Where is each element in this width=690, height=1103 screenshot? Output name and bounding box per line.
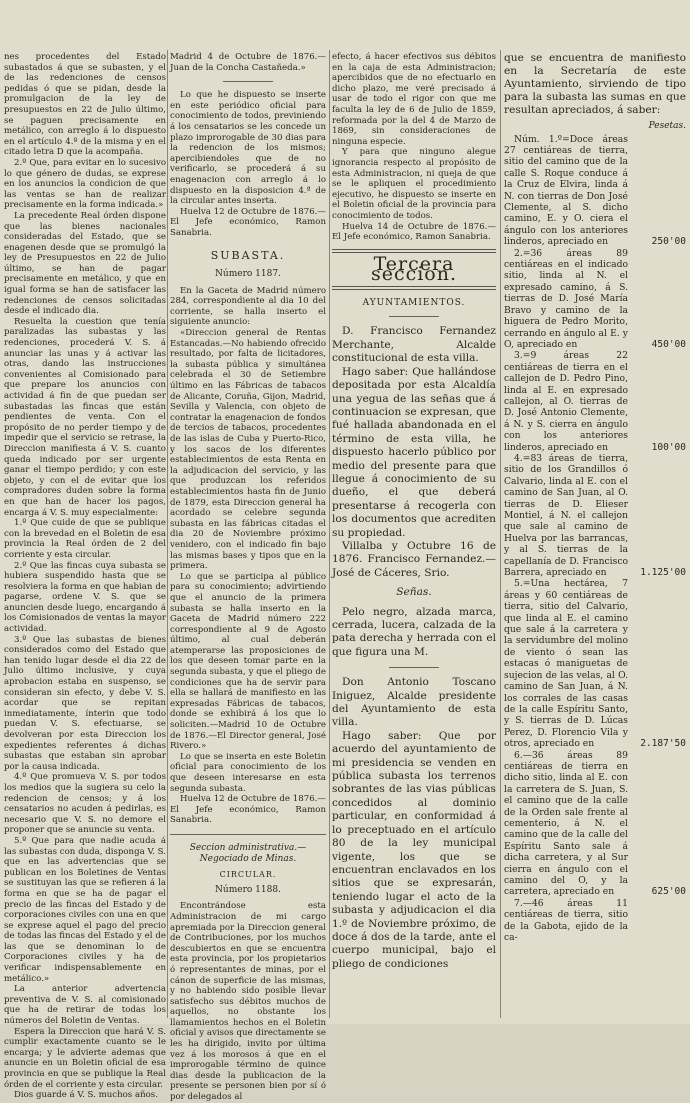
lot-price: 250'00 <box>651 236 686 248</box>
signature-line: Huelva 14 de Octubre de 1876.—El Jefe económico, Ramon Sanabria. <box>332 221 496 243</box>
double-rule <box>332 286 496 290</box>
paragraph: Hago saber: Que hallándose depositada por esta Alcaldía una yegua de las señas que á continuacion se expresan, que fué hallada abandonada en el término de esta villa, he dispuesto hacerlo público por medio del presente para que llegue á conocimiento de su dueño, el que deberá presentarse á recogerla con los documentos que acrediten su propiedad. <box>332 365 496 539</box>
signature-line: Huelva 12 de Octubre de 1876.—El Jefe económico, Ramon Sanabria. <box>170 794 326 826</box>
paragraph: Pelo negro, alzada marca, cerrada, lucera, calzada de la pata derecha y herrada con el que figura una M. <box>332 605 496 658</box>
separator <box>170 834 326 835</box>
paragraph: 5.º Que para que nadie acuda á las subastas con duda, disponga V. S. que en las advertencias que se publican en los Boletines de Ventas se sustituyan las que se refieren á la forma en que se ha de pagar el precio de las fincas del Estado y de corporaciones civiles con una en que se exprese aquel el pago del precio de todas las fincas del Estado y el de las que se denominan lo de Corporaciones civiles y ha de verificar indispensablemente en metálico.» <box>4 835 166 984</box>
notice-number: Número 1188. <box>215 884 281 895</box>
paragraph: 3.º Que las subastas de bienes considerados como del Estado que han tenido lugar desde el dia 22 de Julio último inclusive, y cuya aprobacion estaba en suspenso, se consideran sin efecto, y debe V. S. acordar que se repitan inmediatamente, ínterin que todo puedan V. S. efectuarse, se devolveran por esta Direccion los expedientes referentes á dichas subastas que estaban sin aprobar por la causa indicada. <box>4 634 166 772</box>
separator <box>389 316 439 317</box>
section-heading: AYUNTAMIENTOS. <box>362 297 466 308</box>
lot-description: 6.—36 áreas 89 centiáreas de tierra en dicho sitio, linda al E. con la carretera de S. Juan, S. el camino que de la calle de la Orden sale frente al cementerio, á N. el camino que de la calle del Espíritu Santo sale á dicha carretera, y al Sur cierra en ángulo con el camino del O, y la carretera, apreciado en <box>504 749 628 898</box>
lot-price: 100'00 <box>651 441 686 453</box>
lot-price: 1.125'00 <box>640 567 686 579</box>
list-item <box>504 350 686 453</box>
paragraph: La anterior advertencia preventiva de V. S. al comisionado que ha de retirar de todas los números del Boletin de Ventas. <box>4 984 166 1027</box>
paragraph: 2.º Que, para evitar en lo sucesivo lo que género de dudas, se exprese en los anuncios la condicion de que las ventas se han de realizar precisamente en la forma indicada.» <box>4 157 166 211</box>
paragraph: 4.º Que promueva V. S. por todos los medios que la sugiera su celo la redencion de censos; y á los censatarios no acuden á pedirlas, es necesario que V. S. no demore el proponer que se anuncie su venta. <box>4 772 166 836</box>
price-column-heading: Pesetas. <box>648 121 686 131</box>
paragraph: nes procedentes del Estado subastados á que se subasten, y el de las redenciones de censos pedidas ó que se pidan, desde la promulgacion de la ley de presupuestos en 22 de Julio último, se paguen precisamente en metálico, con arreglo á lo dispuesto en el artículo 4.º de la misma y en el citado letra D que la acompaña. <box>4 52 166 158</box>
lot-description: 5.=Una hectárea, 7 áreas y 60 centiáreas de tierra, sitio del Calvario, que linda al E. el camino que sale á la carretera y la servidumbre del molino de viento ó sean las estacas ó maniguetas de sujecion de las velas, al O. camino de San Juan, á N. los corrales de las casas de la calle Espíritu Santo, y S. tierras de D. Lúcas Perez, D. Florencio Vila y otros, apreciado en <box>504 578 628 750</box>
section-title: Tercera seccion. <box>370 252 458 286</box>
column-divider <box>329 50 330 1018</box>
notice-paragraph: Lo que he dispuesto se inserte en este periódico oficial para conocimiento de todos, previniendo á los censatarios se les concede un plazo improrogable de 30 dias para la redencion de los mismos; apercibiendoles que de no verificarlo, se procederá á su enagenacion con arreglo á lo dispuesto en la disposicion 4.ª de la circular antes inserta. <box>170 90 326 207</box>
paragraph: Dios guarde á V. S. muchos años. <box>14 1090 158 1101</box>
lot-description: 2.=36 áreas 89 centiáreas en el indicado sitio, linda al N. el expresado camino, á S. tierras de D. José María Bravo y camino de la higuera de Pedro Morito, cerrando en ángulo al E. y O, apreciado en <box>504 247 628 350</box>
lot-price: 2.187'50 <box>640 738 686 750</box>
signature-line: Madrid 4 de Octubre de 1876.—Juan de la Concha Castañeda.» <box>170 52 326 73</box>
circular-heading: CIRCULAR. <box>219 870 277 880</box>
paragraph: En la Gaceta de Madrid número 284, correspondiente al dia 10 del corriente, se halla inserto el siguiente anuncio: <box>170 285 326 328</box>
paragraph: Espera la Direccion que hará V. S. cumplir exactamente cuanto se le encarga; y le advierte ademas que anuncie en un Boletin oficial de esa provincia en que se publique la Real órden de el corriente y esta circular. <box>4 1026 166 1090</box>
lot-description: 4.=83 áreas de tierra, sitio de los Grandillos ó Calvario, linda al E. con el camino de San Juan, al O. tierras de D. Elieser Montiel, á N. el callejon que sale al camino de Huelva por las barrancas, y al S. tierras de la capellanía de D. Francisco Barrera, apreciado en <box>504 452 628 579</box>
separator <box>223 81 273 82</box>
paragraph: Resuelta la cuestion que tenía paralizadas las subastas y las redenciones, procederá V. S. á anunciar las unas y á activar las otras, dando las instrucciones convenientes al Comisionado para que prepare los anuncios con actividad á fin de que puedan ser subastadas las fincas que están pendientes de venta. Con el propósito de no perder tiempo y de impedir que el servicio se retrase, la Direccion manifiesta á V. S. cuanto queda indicado por ser urgente ganar el tiempo perdido; y con este objeto, y con el de evitar que los compradores duden sobre la forma en que han de hacer los pagos, encarga á V. S. muy especialmente: <box>4 316 166 518</box>
list-item <box>504 578 686 749</box>
paragraph: D. Francisco Fernandez Merchante, Alcalde constitucional de esta villa. <box>332 325 496 365</box>
list-item <box>504 248 686 351</box>
separator <box>389 667 439 668</box>
list-item <box>504 750 686 898</box>
signature-line: Huelva 12 de Octubre de 1876.—El Jefe económico, Ramon Sanabria. <box>170 206 326 238</box>
lot-description: 3.=9 áreas 22 centiáreas de tierra en el callejon de D. Pedro Pino, linda al E. en expresado callejon, al O. tierras de D. José Antonio Clemente, á N. y S. cierra en ángulo con los anteriores linderos, apreciado en <box>504 350 628 453</box>
column-3 <box>332 52 496 1016</box>
lot-description: Núm. 1.º=Doce áreas 27 centiáreas de tierra, sitio del camino que de la calle S. Roque conduce á la Cruz de Elvira, linda á N. con tierras de Don José Clemente, al S. dicho camino, E. y O. ciera el ángulo con los anteriores linderos, apreciado en <box>504 133 628 248</box>
column-1 <box>4 52 166 1101</box>
paragraph: Don Antonio Toscano Iniguez, Alcalde presidente del Ayuntamiento de esta villa. <box>332 676 496 729</box>
list-item <box>504 453 686 578</box>
paragraph: Lo que se inserta en este Boletin oficial para conocimiento de los que deseen interesarse en esta segunda subasta. <box>170 751 326 794</box>
notice-number: Número 1187. <box>215 269 281 280</box>
paragraph: Encontrándose esta Administracion de mi cargo apremiada por la Direccion general de Contribuciones, por los muchos descubiertos en que se encuentra esta provincia, por los propietarios ó representantes de minas, por el cánon de superficie de las mismas, y no habiendo sido posible llevar satisfecho sus débitos muchos de aquellos, no obstante los llamamientos hechos en el Boletin oficial y avisos que directamente se les ha dirigido, invito por última vez á los morosos á que en el improrogable término de quince dias desde la publicacion de la presente se personen bien por sí ó por delegados al <box>170 901 326 1103</box>
section-subheading: Seccion administrativa.—Negociado de Minas. <box>189 842 307 864</box>
column-4 <box>504 52 686 1016</box>
column-divider <box>167 50 168 1018</box>
lot-description: 7.—46 áreas 11 centiáreas de tierra, sitio de la Gabota, ejido de la ca- <box>504 897 628 944</box>
paragraph: 1.º Que cuide de que se publique con la brevedad en el Boletin de esa provincia la Real órden de 2 del corriente y esta circular. <box>4 518 166 560</box>
column-divider <box>500 50 501 1018</box>
paragraph: que se encuentra de manifiesto en la Secretaría de este Ayuntamiento, sirviendo de tipo para la subasta las sumas en que resultan apreciados, á saber: <box>504 52 686 116</box>
paragraph: 2.º Que las fincas cuya subasta se hubiera suspendido hasta que se resolviera la forma en que habian de pagarse, ordene V. S. que se anuncien desde luego, encargando á los Comisionados de ventas la mayor actividad. <box>4 560 166 635</box>
lot-price: 625'00 <box>651 886 686 898</box>
lot-price: 450'00 <box>651 338 686 350</box>
paragraph: Villalba y Octubre 16 de 1876. Francisco Fernandez.—José de Cáceres, Srio. <box>332 539 496 579</box>
column-2 <box>170 52 326 1103</box>
paragraph: «Direccion general de Rentas Estancadas.—No habiendo ofrecido resultado, por falta de licitadores, la subasta pública y simultánea celebrada el 30 de Setiembre último en las Fábricas de tabacos de Alicante, Coruña, Gijon, Madrid, Sevilla y Valencia, con objeto de contratar la enagenacion de fondos de tercios de tabacos, procedentes de las islas de Cuba y Puerto-Rico, y los sacos de los diferentes establecimientos de esta Renta en la adjudicacion del servicio, y las que produzcan los referidos establecimientos hasta fin de Junio de 1879, esta Direccion general ha acordado se celebre segunda subasta en las fábricas citadas el dia 20 de Noviembre próximo venidero, con el indicado fin bajo las mismas bases y tipos que en la primera. <box>170 328 326 572</box>
list-item <box>504 898 686 944</box>
subheading: Señas. <box>396 586 432 599</box>
paragraph: Lo que se participa al público para su conocimiento; advirtiendo que el anuncio de la primera subasta se halla inserto en la Gaceta de Madrid número 222 correspondiente al 9 de Agosto último, al cual deberán atemperarse las proposiciones de los que deseen tomar parte en la segunda subasta, y que el pliego de condiciones que ha de servir para ella se hallará de manifiesto en las expresadas Fábricas de tabacos, donde se exhibirá á los que lo soliciten.—Madrid 10 de Octubre de 1876.—El Director general, José Rivero.» <box>170 571 326 752</box>
paragraph: Y para que ninguno alegue ignorancia respecto al propósito de esta Administracion, ni queja de que se le apliquen el procedimiento ejecutivo, he dispuesto se inserte en el Boletin oficial de la provincia para conocimiento de todos. <box>332 147 496 221</box>
paragraph: Hago saber: Que por acuerdo del ayuntamiento de mi presidencia se venden en pública subasta los terrenos sobrantes de las vias públicas concedidos al dominio particular, en conformidad á lo preceptuado en el artículo 80 de la ley municipal vigente, los que se encuentran enclavados en los sitios que se expresarán, teniendo lugar el acto de la subasta y adjudicacion el dia 1.º de Noviembre próximo, de doce á dos de la tarde, ante el cuerpo municipal, bajo el pliego de condiciones <box>332 729 496 970</box>
list-item <box>504 134 686 248</box>
paragraph: La precedente Real órden dispone que las bienes nacionales consideradas del Estado, que se enagenen desde que se promulgó la ley de Presupuestos en 22 de Julio último, se han de pagar precisamente en metálico, y que en igual forma se han de satisfacer las redenciones de censos solicitadas desde el indicado dia. <box>4 210 166 317</box>
section-heading: SUBASTA. <box>210 248 286 262</box>
paragraph: efecto, á hacer efectivos sus débitos en la caja de esta Administracion; apercibidos que de no efectuarlo en dicho plazo, me veré precisado á usar de todo el rigor con que me faculta la ley de 6 de Julio de 1859, reformada por la del 4 de Marzo de 1869, sin consideraciones de ninguna especie. <box>332 52 496 147</box>
